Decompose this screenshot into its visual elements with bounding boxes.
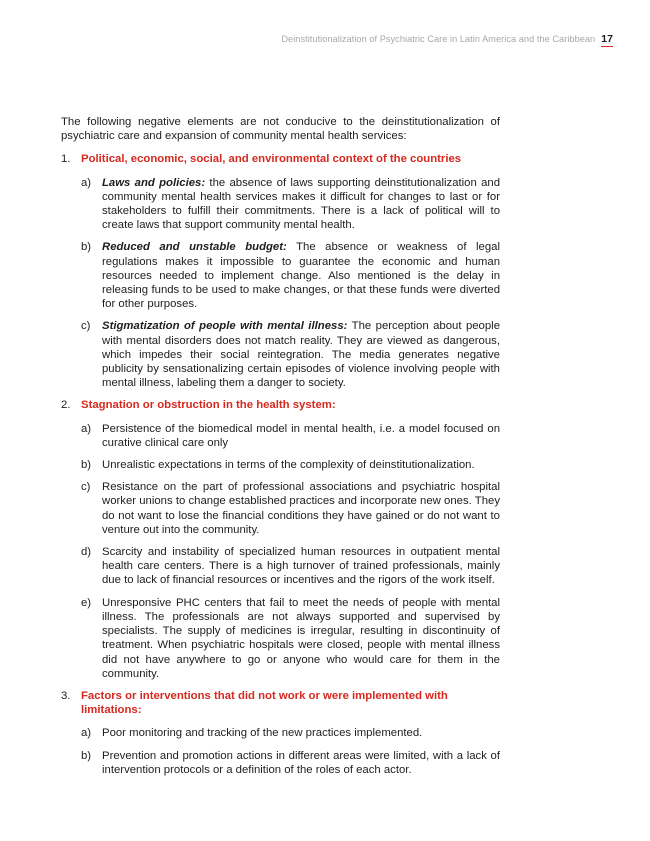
item-lead: Laws and policies: [102, 176, 206, 189]
document-body [61, 115, 500, 785]
section-number: 1. [61, 153, 71, 166]
item-lead: Stigmatization of people with mental illness: [102, 320, 348, 333]
item-letter: b) [81, 241, 92, 254]
intro-paragraph: The following negative elements are not conducive to the deinstitutionalization of psychiatric care and expansion of community mental health services: [61, 116, 500, 143]
running-title: Deinstitutionalization of Psychiatric Care in Latin America and the Caribbean [281, 34, 596, 44]
item-letter: c) [81, 320, 91, 333]
list-item [81, 458, 500, 472]
item-letter: a) [81, 422, 92, 435]
section-1 [61, 152, 500, 390]
section-2 [61, 398, 500, 680]
section-number: 3. [61, 689, 71, 702]
section-heading [61, 152, 500, 166]
item-letter: a) [81, 727, 92, 740]
section-heading [61, 398, 500, 412]
item-letter: b) [81, 459, 92, 472]
list-item [81, 176, 500, 233]
item-text: Prevention and promotion actions in different areas were limited, with a lack of intervention protocols or a definition of the roles of each actor. [102, 749, 500, 776]
section-title: Stagnation or obstruction in the health system: [81, 399, 336, 412]
running-header [281, 33, 613, 47]
section-title: Factors or interventions that did not work or were implemented with limitations: [81, 689, 448, 717]
item-text: The absence or weakness of legal regulations makes it impossible to guarantee the economic and human resources needed to implement change. Also mentioned is the delay in releasing funds to be used to make changes, or that these funds were diverted for other purposes. [102, 241, 500, 311]
list-item [81, 422, 500, 450]
list-item [81, 726, 500, 740]
section-title: Political, economic, social, and environmental context of the countries [81, 153, 462, 166]
list-item [81, 749, 500, 777]
item-letter: e) [81, 596, 92, 609]
item-letter: d) [81, 546, 92, 559]
item-text: Poor monitoring and tracking of the new practices implemented. [102, 727, 423, 740]
list-item [81, 480, 500, 537]
item-text: The perception about people with mental disorders does not match reality. They are viewed as dangerous, which impedes their social reintegration. The media generates negative publicity by sensationalizing certain episodes of violence involving people with mental illness, labeling them a danger to society. [102, 320, 501, 390]
item-text: Scarcity and instability of specialized human resources in outpatient mental health care centers. There is a high turnover of trained professionals, mainly due to lack of financial resources or incentives and the rigors of the work itself. [102, 546, 500, 587]
list-item [81, 545, 500, 588]
item-text: Persistence of the biomedical model in mental health, i.e. a model focused on curative clinical care only [102, 422, 500, 449]
section-heading [61, 689, 500, 717]
section-number: 2. [61, 399, 71, 412]
item-text: Resistance on the part of professional associations and psychiatric hospital worker unions to change established practices and incorporate new ones. They do not want to lose the financial conditions they have gained or do not want to venture out into the community. [102, 481, 500, 536]
section-3 [61, 689, 500, 777]
list-item [81, 240, 500, 311]
item-lead: Reduced and unstable budget: [102, 241, 287, 254]
list-item [81, 596, 500, 681]
item-text: the absence of laws supporting deinstitutionalization and community mental health services makes it difficult for changes to last or for stakeholders to fulfill their commitments. There is a lack of political will to create laws that support community mental health. [102, 176, 501, 232]
list-item [81, 319, 500, 390]
item-letter: c) [81, 481, 91, 494]
item-text: Unresponsive PHC centers that fail to meet the needs of people with mental illness. The professionals are not always supported and supervised by specialists. The supply of medicines is irregular, resulting in discontinuity of treatment. When psychiatric hospitals were closed, people with mental illness did not have anywhere to go or anyone who would care for them in the community. [102, 596, 500, 680]
item-letter: b) [81, 749, 92, 762]
page-number: 17 [601, 33, 613, 45]
item-letter: a) [81, 176, 92, 189]
item-text: Unrealistic expectations in terms of the complexity of deinstitutionalization. [102, 459, 475, 472]
